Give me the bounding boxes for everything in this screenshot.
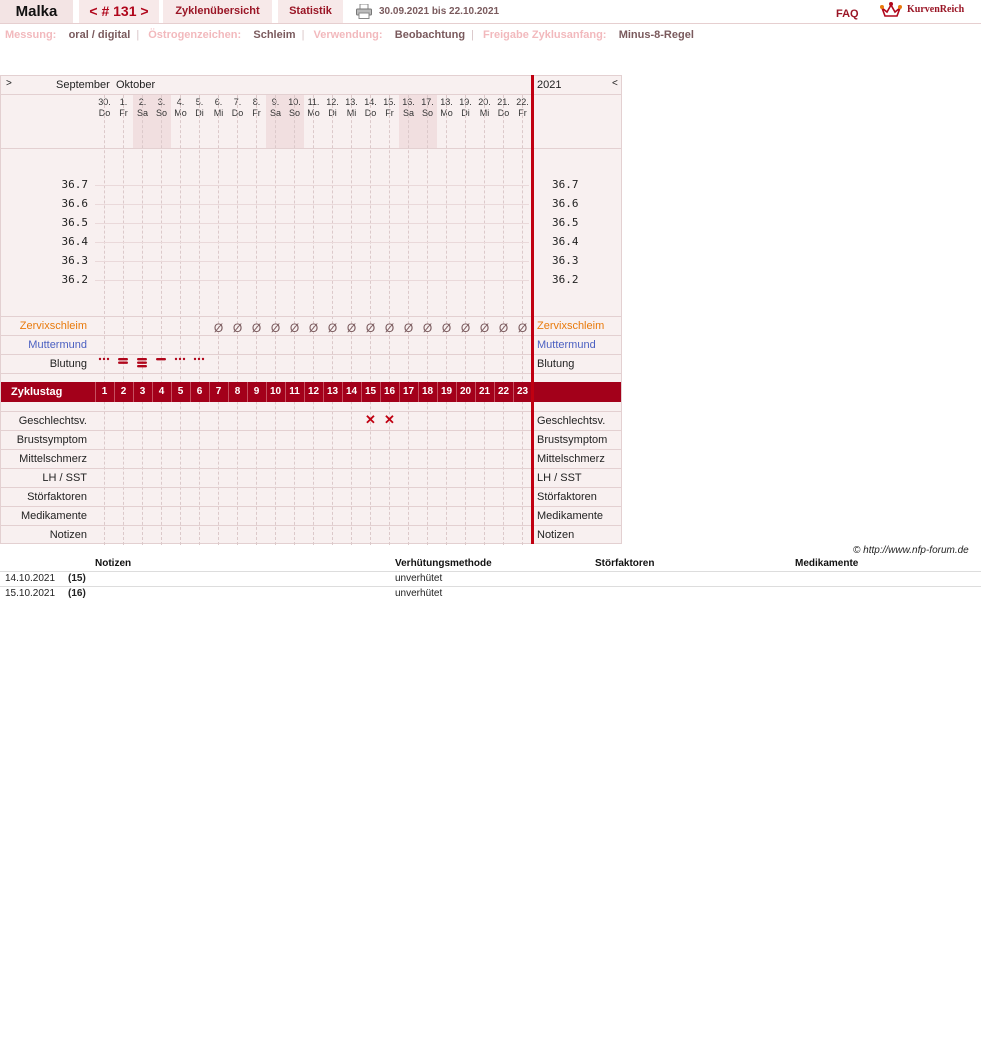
day-weekday: Fr <box>252 108 261 118</box>
cycle-day-row <box>1 382 621 402</box>
day-weekday: Mi <box>479 108 490 118</box>
cycle-day-number: 6 <box>196 386 203 397</box>
bleeding-mark[interactable] <box>95 356 114 370</box>
row-label-lh: LH / SST <box>42 472 87 484</box>
note-day: (16) <box>68 588 86 599</box>
faq-link[interactable]: FAQ <box>836 8 859 20</box>
day-weekday: So <box>288 108 300 118</box>
intercourse-mark[interactable]: ✕ <box>384 412 395 427</box>
mucus-mark[interactable]: Ø <box>270 321 281 335</box>
day-date: 6. <box>214 97 223 107</box>
day-date: 30. <box>98 97 111 107</box>
temp-label-right: 36.3 <box>552 254 579 267</box>
day-weekday: Di <box>461 108 470 118</box>
setting-label: Messung: <box>5 29 57 41</box>
month-october: Oktober <box>116 79 156 91</box>
bleeding-mark[interactable] <box>114 356 133 370</box>
mucus-mark[interactable]: Ø <box>498 321 509 335</box>
day-date: 13. <box>345 97 358 107</box>
day-date: 18. <box>440 97 453 107</box>
day-date: 11. <box>307 97 320 107</box>
temp-label: 36.6 <box>61 197 88 210</box>
mucus-mark[interactable]: Ø <box>251 321 262 335</box>
kurvenreich-logo[interactable] <box>880 1 980 21</box>
row-label-cervix: Muttermund <box>28 339 87 351</box>
day-weekday: Mi <box>213 108 224 118</box>
setting-value: Schleim <box>253 29 296 41</box>
temp-label: 36.3 <box>61 254 88 267</box>
row-label-cervical-mucus: Zervixschleim <box>19 320 87 332</box>
day-date: 4. <box>176 97 185 107</box>
setting-label: Östrogenzeichen: <box>148 29 242 41</box>
row-label-notes: Notizen <box>49 529 87 541</box>
date-range: 30.09.2021 bis 22.10.2021 <box>379 6 500 17</box>
day-weekday: So <box>155 108 167 118</box>
setting-label: Freigabe Zyklusanfang: <box>482 29 607 41</box>
crown-icon <box>880 2 902 20</box>
bleeding-mark[interactable] <box>152 356 171 370</box>
row-label-bleeding: Blutung <box>49 358 87 370</box>
mucus-mark[interactable]: Ø <box>346 321 357 335</box>
next-arrow[interactable]: < <box>612 78 618 89</box>
row-label-midpain: Mittelschmerz <box>19 453 87 465</box>
cycle-day-number: 14 <box>345 386 358 397</box>
day-date: 15. <box>383 97 396 107</box>
cycle-day-number: 23 <box>516 386 529 397</box>
mucus-mark[interactable]: Ø <box>422 321 433 335</box>
row-label-cervical-mucus-right: Zervixschleim <box>537 320 605 332</box>
temp-label-right: 36.7 <box>552 178 579 191</box>
setting-label: Verwendung: <box>313 29 383 41</box>
day-weekday: Mi <box>346 108 357 118</box>
day-weekday: Di <box>328 108 337 118</box>
row-label-midpain-right: Mittelschmerz <box>537 453 605 465</box>
cycle-day-number: 8 <box>234 386 241 397</box>
day-date: 8. <box>252 97 261 107</box>
day-weekday: Sa <box>402 108 414 118</box>
cycle-day-number: 21 <box>478 386 491 397</box>
day-weekday: Fr <box>119 108 128 118</box>
day-weekday: So <box>421 108 433 118</box>
day-weekday: Mo <box>440 108 453 118</box>
note-day: (15) <box>68 573 86 584</box>
day-weekday: Do <box>497 108 510 118</box>
row-label-breast-right: Brustsymptom <box>537 434 608 446</box>
cycle-day-number: 18 <box>421 386 434 397</box>
row-label-cervix-right: Muttermund <box>537 339 596 351</box>
col-header-notes: Notizen <box>95 558 132 569</box>
cycle-navigator[interactable]: < # 131 > <box>79 0 159 23</box>
day-date: 12. <box>326 97 339 107</box>
intercourse-mark[interactable]: ✕ <box>365 412 376 427</box>
cycle-day-label: Zyklustag <box>11 386 63 398</box>
row-label-meds: Medikamente <box>20 510 87 522</box>
cycle-day-number: 20 <box>459 386 472 397</box>
temp-label: 36.7 <box>61 178 88 191</box>
cycle-day-number: 9 <box>253 386 260 397</box>
today-line <box>531 75 534 544</box>
mucus-mark[interactable]: Ø <box>213 321 224 335</box>
note-method: unverhütet <box>395 588 443 599</box>
day-weekday: Do <box>231 108 244 118</box>
day-weekday: Mo <box>307 108 320 118</box>
settings-line: Messung: oral / digital | Östrogenzeichen: Schleim | Verwendung: Beobachtung | Freigabe Zyklusanfang: Minus-8-Regel <box>5 29 694 41</box>
day-weekday: Fr <box>518 108 527 118</box>
day-date: 5. <box>195 97 204 107</box>
day-date: 1. <box>119 97 128 107</box>
temp-label-right: 36.4 <box>552 235 579 248</box>
user-name: Malka <box>0 0 73 23</box>
mucus-mark[interactable]: Ø <box>460 321 471 335</box>
day-date: 21. <box>497 97 510 107</box>
day-date: 22. <box>516 97 529 107</box>
day-date: 7. <box>233 97 242 107</box>
note-method: unverhütet <box>395 573 443 584</box>
day-weekday: Sa <box>269 108 281 118</box>
logo-text: KurvenReich <box>907 4 965 15</box>
printer-icon[interactable] <box>356 4 372 19</box>
cycle-day-number: 12 <box>307 386 320 397</box>
day-weekday: Do <box>364 108 377 118</box>
day-date: 2. <box>138 97 147 107</box>
day-date: 19. <box>459 97 472 107</box>
col-header-disturb: Störfaktoren <box>595 558 655 569</box>
cycle-day-number: 4 <box>158 386 165 397</box>
mucus-mark[interactable]: Ø <box>384 321 395 335</box>
year-label: 2021 <box>537 79 562 91</box>
day-date: 17. <box>421 97 434 107</box>
row-label-meds-right: Medikamente <box>537 510 604 522</box>
mucus-mark[interactable]: Ø <box>517 321 528 335</box>
temp-label-right: 36.2 <box>552 273 579 286</box>
row-label-disturb-right: Störfaktoren <box>537 491 597 503</box>
cycle-day-number: 19 <box>440 386 453 397</box>
prev-arrow[interactable]: > <box>6 78 12 89</box>
temp-label: 36.4 <box>61 235 88 248</box>
day-weekday: Mo <box>174 108 187 118</box>
row-label-intercourse: Geschlechtsv. <box>18 415 87 427</box>
setting-value: Beobachtung <box>394 29 466 41</box>
setting-value: Minus-8-Regel <box>618 29 694 41</box>
chart-header-row <box>1 76 621 95</box>
note-date: 15.10.2021 <box>5 588 56 599</box>
day-date: 3. <box>157 97 166 107</box>
col-header-method: Verhütungsmethode <box>395 558 492 569</box>
cycle-day-number: 2 <box>120 386 127 397</box>
setting-value: oral / digital <box>68 29 131 41</box>
mucus-mark[interactable]: Ø <box>441 321 452 335</box>
day-date: 14. <box>364 97 377 107</box>
mucus-mark[interactable]: Ø <box>403 321 414 335</box>
bleeding-mark[interactable] <box>133 356 152 370</box>
row-label-intercourse-right: Geschlechtsv. <box>537 415 606 427</box>
row-label-breast: Brustsymptom <box>16 434 87 446</box>
cycle-day-number: 17 <box>402 386 415 397</box>
day-weekday: Sa <box>136 108 148 118</box>
day-weekday: Di <box>195 108 204 118</box>
cycle-chart <box>0 75 622 544</box>
cycle-day-number: 3 <box>139 386 146 397</box>
cycle-day-number: 7 <box>215 386 222 397</box>
tab-statistics[interactable]: Statistik <box>278 0 343 23</box>
day-date: 16. <box>402 97 415 107</box>
temp-label: 36.2 <box>61 273 88 286</box>
row-label-bleeding-right: Blutung <box>537 358 575 370</box>
row-label-lh-right: LH / SST <box>537 472 582 484</box>
copyright: © http://www.nfp-forum.de <box>853 545 969 556</box>
temp-label-right: 36.6 <box>552 197 579 210</box>
mucus-mark[interactable]: Ø <box>289 321 300 335</box>
cycle-day-number: 13 <box>326 386 339 397</box>
mucus-mark[interactable]: Ø <box>232 321 243 335</box>
mucus-mark[interactable]: Ø <box>365 321 376 335</box>
mucus-mark[interactable]: Ø <box>479 321 490 335</box>
cycle-day-number: 1 <box>101 386 108 397</box>
month-september: September <box>56 79 110 91</box>
cycle-day-number: 15 <box>364 386 377 397</box>
col-header-meds: Medikamente <box>795 558 859 569</box>
day-date: 10. <box>288 97 301 107</box>
day-weekday: Fr <box>385 108 394 118</box>
cycle-day-number: 5 <box>177 386 184 397</box>
cycle-day-number: 22 <box>497 386 510 397</box>
cycle-day-number: 10 <box>269 386 282 397</box>
top-bar <box>0 0 981 24</box>
temp-label: 36.5 <box>61 216 88 229</box>
cycle-day-number: 16 <box>383 386 396 397</box>
bleeding-mark[interactable] <box>190 356 209 370</box>
row-label-disturb: Störfaktoren <box>27 491 87 503</box>
temp-label-right: 36.5 <box>552 216 579 229</box>
mucus-mark[interactable]: Ø <box>327 321 338 335</box>
mucus-mark[interactable]: Ø <box>308 321 319 335</box>
row-label-notes-right: Notizen <box>537 529 575 541</box>
bleeding-mark[interactable] <box>171 356 190 370</box>
day-date: 9. <box>271 97 280 107</box>
cycle-day-number: 11 <box>289 386 300 397</box>
tab-cycle-overview[interactable]: Zyklenübersicht <box>163 0 272 23</box>
day-weekday: Do <box>98 108 111 118</box>
note-date: 14.10.2021 <box>5 573 56 584</box>
day-date: 20. <box>478 97 491 107</box>
